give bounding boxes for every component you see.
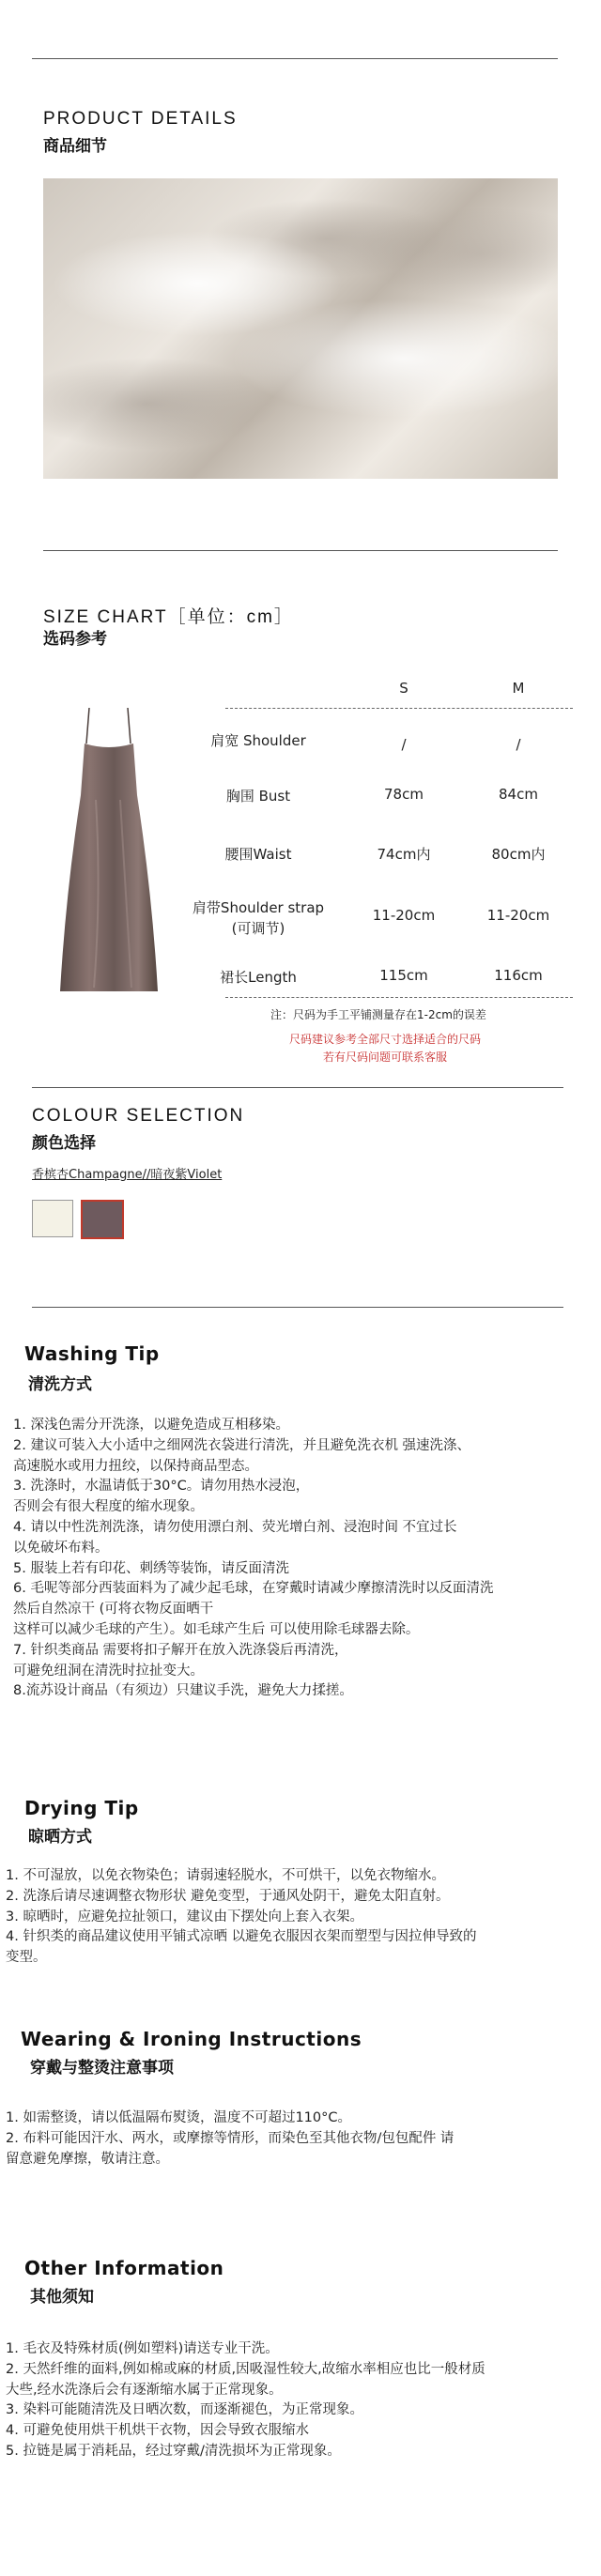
divider	[32, 58, 558, 59]
text-line: 2. 天然纤维的面料,例如棉或麻的材质,因吸湿性较大,故缩水率相应也比一般材质	[6, 2361, 485, 2377]
text-line: 4. 请以中性洗剂洗涤，请勿使用漂白剂、荧光增白剂、浸泡时间 不宜过长	[13, 1519, 457, 1535]
washing-tip-text	[13, 1416, 493, 1702]
table-top-rule	[225, 708, 573, 709]
dress-image	[58, 706, 160, 995]
product-details-subtitle: 商品细节	[43, 137, 107, 156]
washing-tip-title: Washing Tip	[24, 1342, 160, 1365]
text-line: 5. 服装上若有印花、刺绣等装饰，请反面清洗	[13, 1560, 289, 1576]
text-line: 1. 如需整烫，请以低温隔布熨烫，温度不可超过110°C。	[6, 2110, 351, 2125]
size-advice-line-2: 若有尺码问题可联系客服	[322, 1050, 447, 1064]
text-line: 1. 毛衣及特殊材质(例如塑料)请送专业干洗。	[6, 2341, 279, 2356]
divider	[32, 1087, 563, 1088]
row-value-s: 78cm	[384, 786, 424, 803]
row-label: 胸围 Bust	[225, 788, 291, 805]
text-line: 6. 毛呢等部分西装面料为了减少起毛球，在穿戴时请减少摩擦清洗时以反面清洗	[13, 1581, 494, 1597]
washing-tip-subtitle: 清洗方式	[28, 1375, 92, 1394]
row-value-s: 115cm	[379, 967, 428, 984]
drying-tip-text	[6, 1866, 477, 1969]
text-line: 4. 针织类的商品建议使用平铺式凉晒 以避免衣服因衣架而塑型与因拉伸导致的	[6, 1929, 477, 1945]
row-label: 腰围Waist	[224, 846, 292, 863]
text-line: 1. 深浅色需分开洗涤，以避免造成互相移染。	[13, 1418, 289, 1433]
text-line: 留意避免摩擦，敬请注意。	[6, 2151, 169, 2167]
ironing-subtitle: 穿戴与整烫注意事项	[30, 2059, 174, 2078]
text-line: 1. 不可湿放，以免衣物染色；请弱速轻脱水，不可烘干，以免衣物缩水。	[6, 1868, 445, 1883]
divider	[32, 1307, 563, 1308]
text-line: 然后自然凉干 (可将衣物反面晒干	[13, 1602, 214, 1618]
swatch-violet[interactable]	[81, 1200, 124, 1239]
row-label: 肩带Shoulder strap	[192, 899, 325, 916]
divider	[43, 550, 558, 551]
text-line: 4. 可避免使用烘干机烘干衣物，因会导致衣服缩水	[6, 2423, 309, 2439]
text-line: 可避免纽洞在清洗时拉扯变大。	[13, 1663, 204, 1679]
text-line: 变型。	[6, 1950, 47, 1966]
other-info-title: Other Information	[24, 2257, 224, 2279]
text-line: 3. 染料可能随清洗及日晒次数，而逐渐褪色，为正常现象。	[6, 2402, 363, 2418]
text-line: 以免破坏布料。	[13, 1540, 109, 1556]
other-info-subtitle: 其他须知	[30, 2288, 94, 2307]
text-line: 2. 布料可能因汗水、两水，或摩擦等情形，而染色至其他衣物/包包配件 请	[6, 2130, 455, 2146]
table-bottom-rule	[225, 997, 573, 998]
text-line: 这样可以减少毛球的产生）。如毛球产生后 可以使用除毛球器去除。	[13, 1621, 420, 1637]
text-line: 3. 洗涤时，水温请低于30°C。请勿用热水浸泡，	[13, 1479, 310, 1495]
other-info-text	[6, 2339, 485, 2462]
colour-selection-subtitle: 颜色选择	[32, 1134, 96, 1153]
text-line: 8.流苏设计商品（有须边）只建议手洗，避免大力揉搓。	[13, 1683, 353, 1699]
size-advice-line-1: 尺码建议参考全部尺寸选择适合的尺码	[288, 1033, 481, 1046]
drying-tip-subtitle: 晾晒方式	[28, 1828, 92, 1847]
size-chart-subtitle: 选码参考	[43, 630, 107, 649]
size-note: 注：尺码为手工平铺测量存在1-2cm的误差	[270, 1008, 486, 1021]
text-line: 否则会有很大程度的缩水现象。	[13, 1499, 204, 1515]
size-header-m: M	[512, 680, 525, 697]
row-value-m: 84cm	[499, 786, 538, 803]
row-label: 肩宽 Shoulder	[210, 732, 306, 749]
swatch-champagne[interactable]	[32, 1200, 73, 1237]
text-line: 5. 拉链是属于消耗品，经过穿戴/清洗损坏为正常现象。	[6, 2443, 341, 2459]
row-value-m: 116cm	[494, 967, 543, 984]
ironing-title: Wearing & Ironing Instructions	[21, 2028, 362, 2050]
size-chart-title: SIZE CHART［单位：cm］	[43, 607, 294, 627]
text-line: 3. 晾晒时，应避免拉扯领口，建议由下摆处向上套入衣架。	[6, 1909, 363, 1924]
product-details-title: PRODUCT DETAILS	[43, 109, 238, 129]
row-value-m: 80cm内	[491, 846, 546, 863]
text-line: 7. 针织类商品 需要将扣子解开在放入洗涤袋后再清洗，	[13, 1642, 348, 1658]
text-line: 2. 洗涤后请尽速调整衣物形状 避免变型，于通风处阴干，避免太阳直射。	[6, 1888, 450, 1904]
text-line: 大些,经水洗涤后会有逐渐缩水属于正常现象。	[6, 2382, 283, 2398]
drying-tip-title: Drying Tip	[24, 1797, 139, 1819]
row-value-m: 11-20cm	[486, 907, 550, 924]
colour-selection-title: COLOUR SELECTION	[32, 1106, 245, 1126]
row-label-note: (可调节)	[231, 920, 285, 937]
text-line: 高速脱水或用力扭绞，以保持商品型态。	[13, 1458, 258, 1474]
row-value-m: /	[516, 736, 521, 753]
size-header-s: S	[399, 680, 408, 697]
row-value-s: 11-20cm	[372, 907, 436, 924]
ironing-text	[6, 2108, 454, 2170]
fabric-detail-image	[43, 178, 558, 479]
colour-options-label: 香槟杏Champagne//暗夜紫Violet	[32, 1168, 223, 1182]
row-value-s: /	[401, 736, 407, 753]
row-label: 裙长Length	[220, 969, 297, 986]
text-line: 2. 建议可装入大小适中之细网洗衣袋进行清洗，并且避免洗衣机 强速洗涤、	[13, 1437, 471, 1453]
row-value-s: 74cm内	[377, 846, 431, 863]
